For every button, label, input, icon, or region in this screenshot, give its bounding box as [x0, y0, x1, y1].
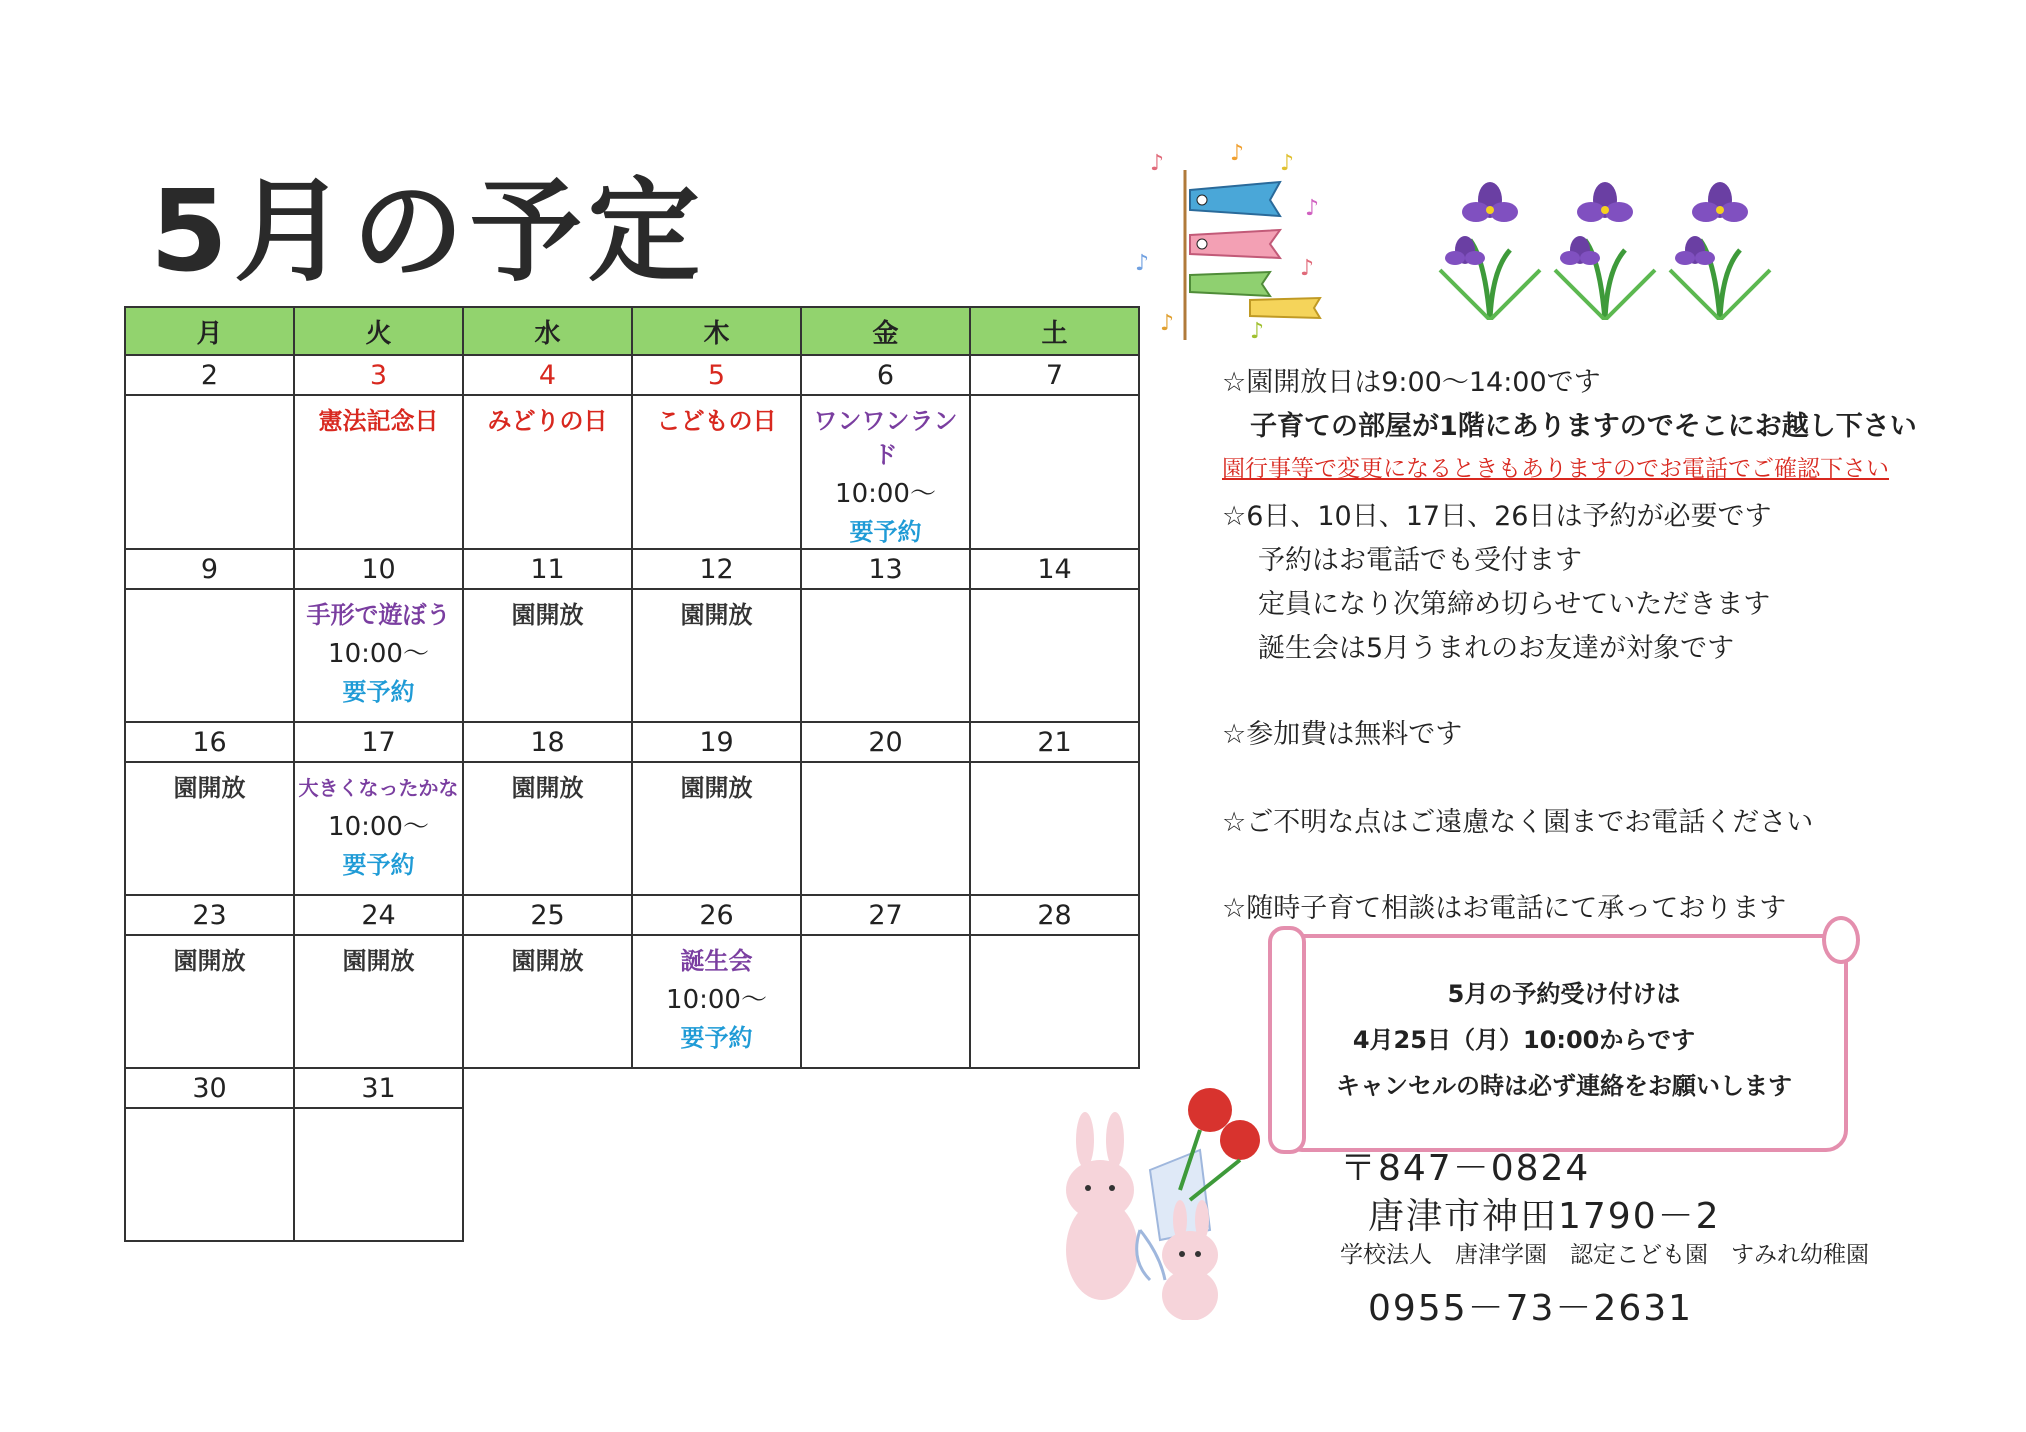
info-open-hours: ☆園開放日は9:00～14:00です	[1222, 367, 1601, 398]
day-cell	[970, 395, 1139, 549]
week-date-row	[125, 355, 1139, 395]
week-event-row	[125, 935, 1139, 1068]
empty-cell	[801, 1108, 970, 1241]
event-label: 手形で遊ぼう	[306, 601, 451, 629]
postal-code: 〒847－0824	[1340, 1148, 1591, 1189]
day-cell	[125, 395, 294, 549]
day-number: 2	[125, 355, 294, 395]
reservation-required: 要予約	[849, 518, 922, 546]
day-cell	[632, 395, 801, 549]
notice-line-2: 4月25日（月）10:00からです	[1352, 1026, 1696, 1054]
notice-line-1: 5月の予約受け付けは	[1447, 980, 1681, 1008]
day-cell	[463, 395, 632, 549]
day-number: 3	[294, 355, 463, 395]
event-label: 園開放	[342, 947, 415, 975]
week-event-row	[125, 1108, 1139, 1241]
week-event-row	[125, 762, 1139, 895]
day-number: 26	[632, 895, 801, 935]
svg-text:♪: ♪	[1305, 196, 1320, 221]
event-label: 園開放	[511, 947, 584, 975]
svg-text:♪: ♪	[1160, 311, 1175, 336]
event-label: 誕生会	[680, 947, 753, 975]
weekday-mon: 月	[125, 307, 294, 355]
svg-text:♪: ♪	[1150, 151, 1165, 176]
day-number: 4	[463, 355, 632, 395]
day-number: 11	[463, 549, 632, 589]
day-cell	[463, 589, 632, 722]
info-reservation-days: ☆6日、10日、17日、26日は予約が必要です	[1222, 501, 1772, 532]
day-number: 23	[125, 895, 294, 935]
day-cell	[801, 589, 970, 722]
day-cell	[632, 589, 801, 722]
day-cell	[801, 395, 970, 549]
school-name: 学校法人 唐津学園 認定こども園 すみれ幼稚園	[1340, 1242, 1869, 1268]
empty-cell	[463, 1068, 632, 1108]
event-label: 園開放	[511, 774, 584, 802]
empty-cell	[463, 1108, 632, 1241]
week-date-row	[125, 1068, 1139, 1108]
info-fee: ☆参加費は無料です	[1222, 719, 1463, 750]
day-number: 20	[801, 722, 970, 762]
event-label: 園開放	[680, 774, 753, 802]
event-time: 10:00～	[666, 985, 767, 1015]
day-number: 28	[970, 895, 1139, 935]
event-label: みどりの日	[487, 407, 608, 435]
event-label: 大きくなったかな	[298, 776, 459, 800]
day-cell	[970, 762, 1139, 895]
day-cell	[125, 762, 294, 895]
day-number: 30	[125, 1068, 294, 1108]
day-cell	[294, 762, 463, 895]
empty-cell	[632, 1068, 801, 1108]
day-number: 24	[294, 895, 463, 935]
reservation-required: 要予約	[342, 851, 415, 879]
day-number: 13	[801, 549, 970, 589]
week-date-row	[125, 895, 1139, 935]
day-number: 21	[970, 722, 1139, 762]
week-date-row	[125, 722, 1139, 762]
day-cell	[294, 395, 463, 549]
scroll-curl-right	[1822, 916, 1860, 964]
notice-line-3: キャンセルの時は必ず連絡をお願いします	[1336, 1072, 1792, 1100]
day-number: 12	[632, 549, 801, 589]
day-number: 17	[294, 722, 463, 762]
calendar-table	[124, 306, 1140, 1242]
day-cell	[125, 589, 294, 722]
event-label: 園開放	[680, 601, 753, 629]
weekday-wed: 水	[463, 307, 632, 355]
event-label: 園開放	[173, 774, 246, 802]
info-contact: ☆ご不明な点はご遠慮なく園までお電話ください	[1222, 807, 1814, 838]
event-label: 憲法記念日	[318, 407, 439, 435]
page-title: 5月の予定	[150, 167, 706, 297]
reservation-required: 要予約	[342, 678, 415, 706]
empty-cell	[801, 1068, 970, 1108]
weekday-tue: 火	[294, 307, 463, 355]
week-date-row	[125, 549, 1139, 589]
day-cell	[632, 762, 801, 895]
svg-text:♪: ♪	[1250, 319, 1265, 340]
day-cell	[463, 762, 632, 895]
day-number: 14	[970, 549, 1139, 589]
street-address: 唐津市神田1790－2	[1368, 1196, 1721, 1237]
day-number: 9	[125, 549, 294, 589]
day-cell	[801, 762, 970, 895]
day-number: 31	[294, 1068, 463, 1108]
day-number: 16	[125, 722, 294, 762]
info-room-location: 子育ての部屋が1階にありますのでそこにお越し下さい	[1250, 411, 1917, 442]
event-time: 10:00～	[328, 812, 429, 842]
day-number: 27	[801, 895, 970, 935]
reservation-notice-scroll	[1280, 934, 1848, 1152]
day-number: 7	[970, 355, 1139, 395]
day-cell	[970, 589, 1139, 722]
day-cell	[801, 935, 970, 1068]
day-number: 19	[632, 722, 801, 762]
koinobori-illustration	[1130, 140, 1340, 340]
iris-flowers-illustration	[1430, 180, 1790, 320]
phone-number: 0955－73－2631	[1368, 1288, 1694, 1329]
day-cell	[632, 935, 801, 1068]
event-label: 園開放	[173, 947, 246, 975]
day-cell	[294, 935, 463, 1068]
event-label: こどもの日	[656, 407, 777, 435]
event-label: ワンワンランド	[813, 407, 958, 469]
week-event-row	[125, 589, 1139, 722]
day-cell	[463, 935, 632, 1068]
rabbits-carnation-illustration	[1040, 1080, 1270, 1320]
event-time: 10:00～	[835, 479, 936, 509]
day-number: 18	[463, 722, 632, 762]
day-cell	[125, 935, 294, 1068]
info-birthday: 誕生会は5月うまれのお友達が対象です	[1258, 633, 1735, 664]
day-cell	[294, 1108, 463, 1241]
day-number: 25	[463, 895, 632, 935]
event-label: 園開放	[511, 601, 584, 629]
day-number: 6	[801, 355, 970, 395]
info-change-notice: 園行事等で変更になるときもありますのでお電話でご確認下さい	[1222, 456, 1889, 482]
event-time: 10:00～	[328, 639, 429, 669]
svg-text:♪: ♪	[1300, 256, 1315, 281]
info-capacity: 定員になり次第締め切らせていただきます	[1258, 589, 1771, 620]
day-number: 5	[632, 355, 801, 395]
day-number: 10	[294, 549, 463, 589]
info-phone-reservation: 予約はお電話でも受付ます	[1258, 545, 1582, 576]
week-event-row	[125, 395, 1139, 549]
svg-text:♪: ♪	[1230, 141, 1245, 166]
weekday-sat: 土	[970, 307, 1139, 355]
svg-text:♪: ♪	[1280, 151, 1295, 176]
day-cell	[970, 935, 1139, 1068]
info-consultation: ☆随時子育て相談はお電話にて承っております	[1222, 893, 1787, 924]
empty-cell	[632, 1108, 801, 1241]
svg-text:♪: ♪	[1135, 251, 1150, 276]
weekday-thu: 木	[632, 307, 801, 355]
day-cell	[294, 589, 463, 722]
day-cell	[125, 1108, 294, 1241]
weekday-fri: 金	[801, 307, 970, 355]
reservation-required: 要予約	[680, 1024, 753, 1052]
